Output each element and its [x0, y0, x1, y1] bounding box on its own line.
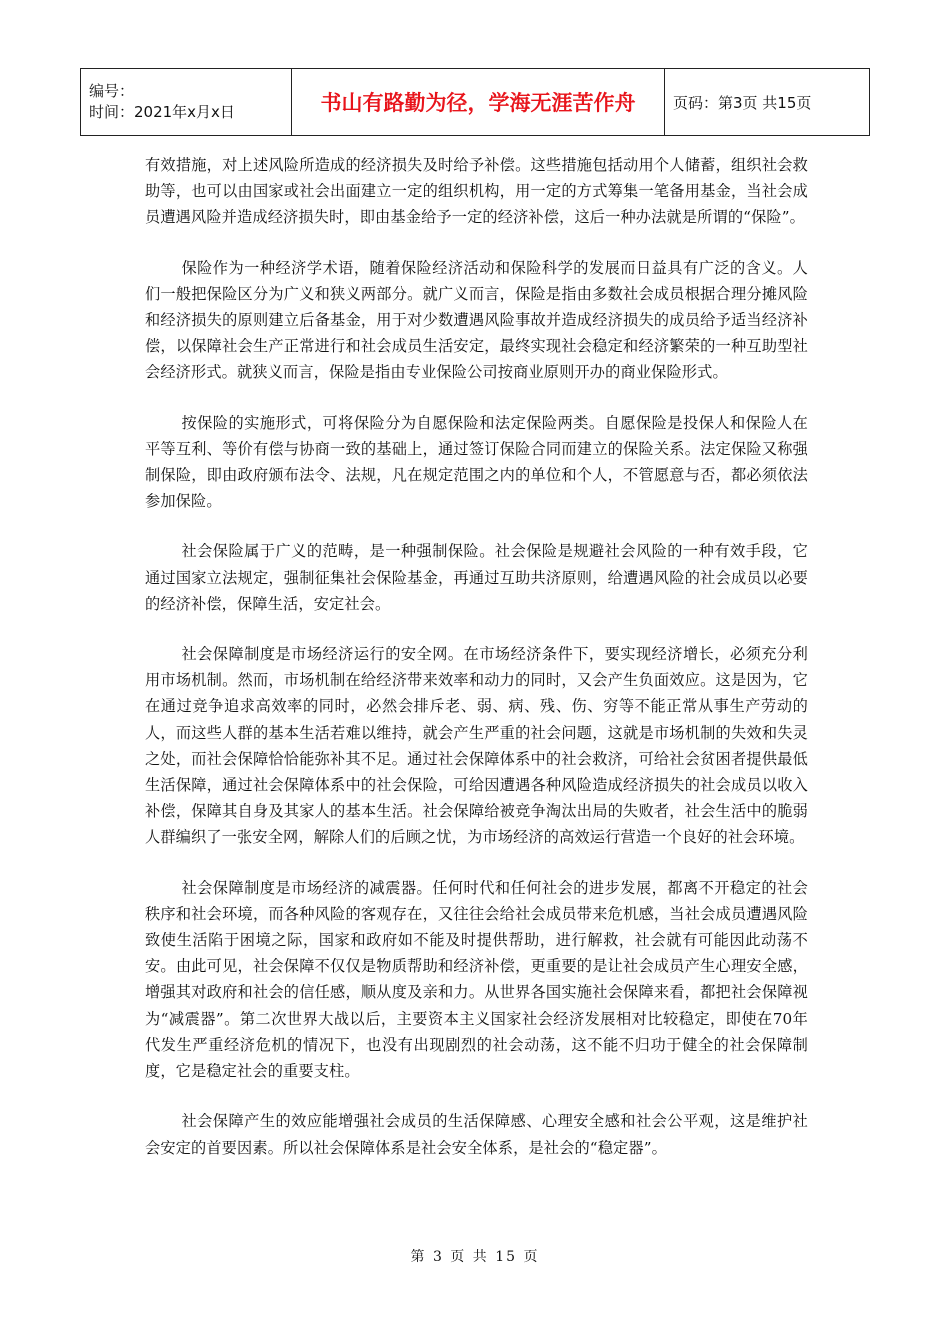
document-date-label: 时间：2021年x月x日 [89, 103, 235, 121]
document-body [145, 152, 808, 1185]
body-paragraph: 社会保障制度是市场经济运行的安全网。在市场经济条件下，要实现经济增长，必须充分利用市场机制。然而，市场机制在给经济带来效率和动力的同时，又会产生负面效应。这是因为，它在通过竞争追求高效率的同时，必然会排斥老、弱、病、残、伤、穷等不能正常从事生产劳动的人，而这些人群的基本生活若难以维持，就会产生严重的社会问题，这就是市场机制的失效和失灵之处，而社会保障恰恰能弥补其不足。通过社会保障体系中的社会救济，可给社会贫困者提供最低生活保障，通过社会保障体系中的社会保险，可给因遭遇各种风险造成经济损失的社会成员以收入补偿，保障其自身及其家人的基本生活。社会保障给被竞争淘汰出局的失败者，社会生活中的脆弱人群编织了一张安全网，解除人们的后顾之忧，为市场经济的高效运行营造一个良好的社会环境。 [145, 645, 808, 847]
body-paragraph: 有效措施，对上述风险所造成的经济损失及时给予补偿。这些措施包括动用个人储蓄，组织社会救助等，也可以由国家或社会出面建立一定的组织机构，用一定的方式筹集一笔备用基金，当社会成员遭遇风险并造成经济损失时，即由基金给予一定的经济补偿，这后一种办法就是所谓的“保险”。 [145, 156, 808, 227]
body-paragraph: 社会保障产生的效应能增强社会成员的生活保障感、心理安全感和社会公平观，这是维护社会安定的首要因素。所以社会保障体系是社会安全体系，是社会的“稳定器”。 [145, 1112, 808, 1157]
document-header [80, 68, 870, 136]
header-motto: 书山有路勤为径，学海无涯苦作舟 [292, 69, 665, 136]
body-paragraph: 社会保险属于广义的范畴，是一种强制保险。社会保险是规避社会风险的一种有效手段，它通过国家立法规定，强制征集社会保险基金，再通过互助共济原则，给遭遇风险的社会成员以必要的经济补偿，保障生活，安定社会。 [145, 542, 808, 613]
header-page-number: 页码：第3页 共15页 [665, 69, 870, 136]
header-meta [81, 69, 292, 136]
document-number-label: 编号： [89, 82, 135, 100]
body-paragraph: 保险作为一种经济学术语，随着保险经济活动和保险科学的发展而日益具有广泛的含义。人们一般把保险区分为广义和狭义两部分。就广义而言，保险是指由多数社会成员根据合理分摊风险和经济损失的原则建立后备基金，用于对少数遭遇风险事故并造成经济损失的成员给予适当经济补偿，以保障社会生产正常进行和社会成员生活安定，最终实现社会稳定和经济繁荣的一种互助型社会经济形式。就狭义而言，保险是指由专业保险公司按商业原则开办的商业保险形式。 [145, 258, 808, 382]
body-paragraph: 按保险的实施形式，可将保险分为自愿保险和法定保险两类。自愿保险是投保人和保险人在平等互利、等价有偿与协商一致的基础上，通过签订保险合同而建立的保险关系。法定保险又称强制保险，即由政府颁布法令、法规，凡在规定范围之内的单位和个人，不管愿意与否，都必须依法参加保险。 [145, 413, 808, 511]
body-paragraph: 社会保障制度是市场经济的减震器。任何时代和任何社会的进步发展，都离不开稳定的社会秩序和社会环境，而各种风险的客观存在，又往往会给社会成员带来危机感，当社会成员遭遇风险致使生活陷于困境之际，国家和政府如不能及时提供帮助，进行解救，社会就有可能因此动荡不安。由此可见，社会保障不仅仅是物质帮助和经济补偿，更重要的是让社会成员产生心理安全感，增强其对政府和社会的信任感，顺从度及亲和力。从世界各国实施社会保障来看，都把社会保障视为“减震器”。第二次世界大战以后，主要资本主义国家社会经济发展相对比较稳定，即使在70年代发生严重经济危机的情况下，也没有出现剧烈的社会动荡，这不能不归功于健全的社会保障制度，它是稳定社会的重要支柱。 [145, 878, 808, 1081]
page-footer: 第 3 页 共 15 页 [410, 1249, 540, 1265]
